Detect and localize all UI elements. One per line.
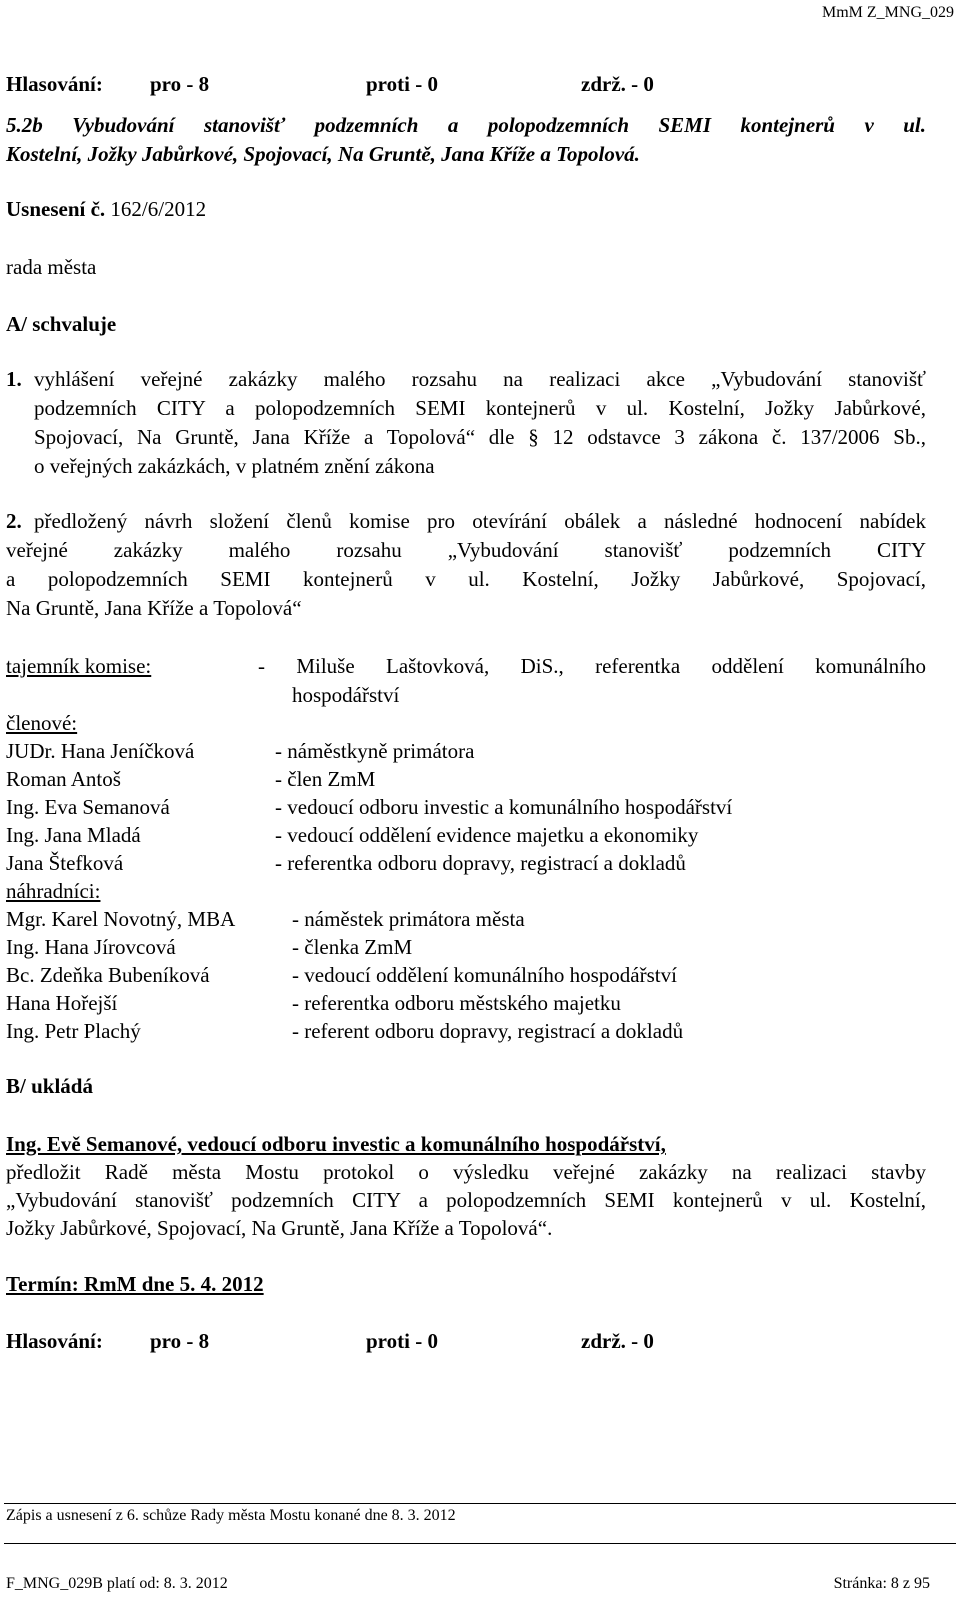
member-name: JUDr. Hana Jeníčková xyxy=(6,739,195,763)
responsible-person: Ing. Evě Semanové, vedoucí odboru investic a komunálního hospodářství, xyxy=(6,1132,666,1156)
substitute-role: - náměstek primátora města xyxy=(292,907,525,931)
footer-rule-bottom xyxy=(4,1543,956,1544)
substitute-role: - referentka odboru městského majetku xyxy=(292,991,621,1015)
footer-form-code: F_MNG_029B platí od: 8. 3. 2012 xyxy=(6,1575,228,1592)
point-2-line-4: Na Gruntě, Jana Kříže a Topolová“ xyxy=(6,596,302,620)
member-role: - vedoucí oddělení evidence majetku a ekonomiky xyxy=(275,823,699,847)
member-name: Ing. Eva Semanová xyxy=(6,795,170,819)
substitute-role: - vedoucí oddělení komunálního hospodářství xyxy=(292,963,677,987)
substitutes-label: náhradníci: xyxy=(6,879,101,903)
task-line-2: „Vybudování stanovišť podzemních CITY a polopodzemních SEMI kontejnerů v ul. Kostelní, xyxy=(6,1188,926,1212)
member-role: - referentka odboru dopravy, registrací a dokladů xyxy=(275,851,686,875)
point-2-line-1: předložený návrh složení členů komise pro otevírání obálek a následné hodnocení nabídek xyxy=(34,509,926,533)
substitute-name: Hana Hořejší xyxy=(6,991,118,1015)
agenda-item-title-line-1: 5.2b Vybudování stanovišť podzemních a polopodzemních SEMI kontejnerů v ul. xyxy=(6,113,926,137)
point-2-line-2: veřejné zakázky malého rozsahu „Vybudování stanovišť podzemních CITY xyxy=(6,538,926,562)
footer-page-number: Stránka: 8 z 95 xyxy=(833,1575,930,1592)
vote-abstain: zdrž. - 0 xyxy=(581,1329,654,1353)
secretary-label: tajemník komise: xyxy=(6,654,152,678)
substitute-role: - referent odboru dopravy, registrací a dokladů xyxy=(292,1019,684,1043)
substitute-name: Mgr. Karel Novotný, MBA xyxy=(6,907,236,931)
members-label: členové: xyxy=(6,711,78,735)
footer-minutes: Zápis a usnesení z 6. schůze Rady města Mostu konané dne 8. 3. 2012 xyxy=(6,1507,456,1524)
point-1-line-3: Spojovací, Na Gruntě, Jana Kříže a Topolová“ dle § 12 odstavce 3 zákona č. 137/2006 Sb., xyxy=(34,425,926,449)
substitute-name: Ing. Petr Plachý xyxy=(6,1019,141,1043)
council-label: rada města xyxy=(6,255,97,279)
member-name: Roman Antoš xyxy=(6,767,121,791)
member-name: Ing. Jana Mladá xyxy=(6,823,141,847)
vote-for: pro - 8 xyxy=(150,72,210,96)
point-2-line-3: a polopodzemních SEMI kontejnerů v ul. Kostelní, Jožky Jabůrkové, Spojovací, xyxy=(6,567,926,591)
vote-against: proti - 0 xyxy=(366,72,438,96)
resolution-number: 162/6/2012 xyxy=(110,197,207,221)
member-role: - vedoucí odboru investic a komunálního hospodářství xyxy=(275,795,733,819)
substitute-role: - členka ZmM xyxy=(292,935,413,959)
task-line-3: Jožky Jabůrkové, Spojovací, Na Gruntě, Jana Kříže a Topolová“. xyxy=(6,1216,553,1240)
member-role: - člen ZmM xyxy=(275,767,376,791)
resolution-heading xyxy=(6,195,206,224)
document-code: MmM Z_MNG_029 xyxy=(821,4,954,21)
footer-rule-top xyxy=(4,1503,956,1504)
member-name: Jana Štefková xyxy=(6,851,124,875)
point-1-line-4: o veřejných zakázkách, v platném znění zákona xyxy=(34,454,435,478)
substitute-name: Bc. Zdeňka Bubeníková xyxy=(6,963,210,987)
member-role: - náměstkyně primátora xyxy=(275,739,475,763)
vote-label: Hlasování: xyxy=(6,72,103,96)
point-2-number: 2. xyxy=(6,509,22,533)
secretary-line-2: hospodářství xyxy=(292,683,400,707)
resolution-label: Usnesení č. xyxy=(6,197,106,221)
task-line-1: předložit Radě města Mostu protokol o výsledku veřejné zakázky na realizaci stavby xyxy=(6,1160,926,1184)
point-1-line-2: podzemních CITY a polopodzemních SEMI kontejnerů v ul. Kostelní, Jožky Jabůrkové, xyxy=(34,396,926,420)
vote-for: pro - 8 xyxy=(150,1329,210,1353)
point-1-line-1: vyhlášení veřejné zakázky malého rozsahu na realizaci akce „Vybudování stanovišť xyxy=(34,367,926,391)
vote-abstain: zdrž. - 0 xyxy=(581,72,654,96)
vote-label: Hlasování: xyxy=(6,1329,103,1353)
section-a-heading: A/ schvaluje xyxy=(6,312,117,336)
point-1-number: 1. xyxy=(6,367,22,391)
deadline: Termín: RmM dne 5. 4. 2012 xyxy=(6,1272,264,1296)
secretary-line-1: - Miluše Laštovková, DiS., referentka oddělení komunálního xyxy=(258,654,926,678)
section-b-heading: B/ ukládá xyxy=(6,1074,93,1098)
vote-against: proti - 0 xyxy=(366,1329,438,1353)
substitute-name: Ing. Hana Jírovcová xyxy=(6,935,176,959)
agenda-item-title-line-2: Kostelní, Jožky Jabůrkové, Spojovací, Na Gruntě, Jana Kříže a Topolová. xyxy=(6,142,640,166)
